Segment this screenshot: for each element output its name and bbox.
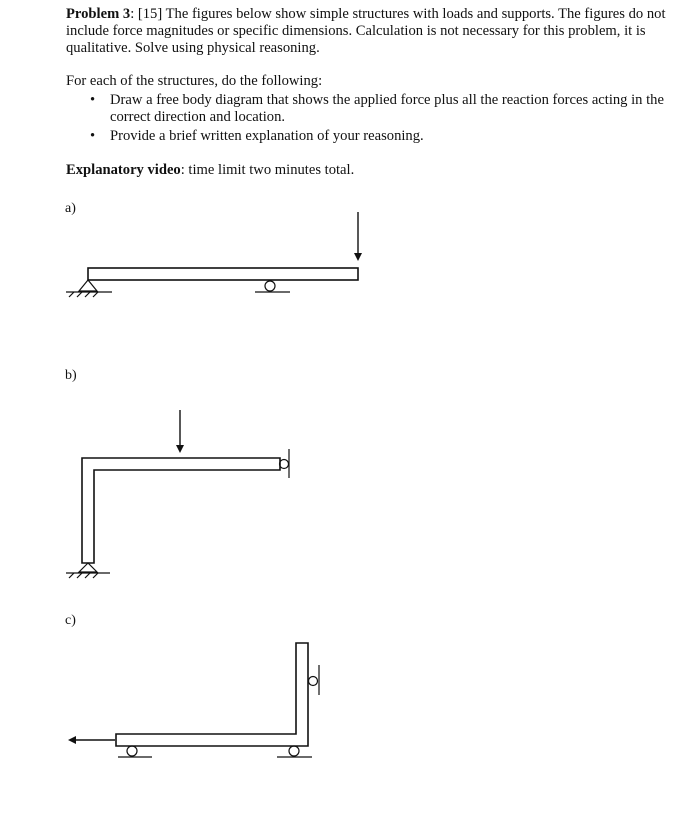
horizontal-beam [88, 268, 358, 280]
bullet-icon: • [90, 128, 96, 144]
roller-support-icon [280, 449, 290, 478]
problem-label: Problem 3 [66, 6, 131, 22]
figure-a-label: a) [65, 201, 76, 216]
instructions-intro: For each of the structures, do the following: [66, 73, 323, 89]
figure-a [66, 212, 358, 297]
explanatory-text: : time limit two minutes total. [180, 162, 355, 178]
figure-c [72, 643, 319, 757]
figure-b [66, 410, 289, 578]
l-frame [82, 458, 280, 563]
problem-points: : [15] [130, 6, 163, 22]
pin-support-icon [66, 280, 112, 297]
bullet-icon: • [90, 92, 96, 108]
bullet-text: Draw a free body diagram that shows the applied force plus all the reaction forces acting in the correct direction and location. [110, 92, 664, 125]
problem-text: The figures below show simple structures with loads and supports. The figures do not include force magnitudes or specific dimensions. Calculation is not necessary for this problem, it is qualitative. Solve using physical reasoning. [66, 6, 666, 56]
l-frame [116, 643, 308, 746]
figure-b-label: b) [65, 368, 77, 383]
roller-support-icon [255, 281, 290, 292]
bullet-text: Provide a brief written explanation of your reasoning. [110, 128, 424, 144]
pin-support-icon [66, 563, 110, 578]
figure-c-label: c) [65, 613, 76, 628]
roller-support-icon [118, 746, 152, 757]
roller-support-icon [277, 746, 312, 757]
roller-support-icon [309, 665, 320, 695]
explanatory-label: Explanatory video [66, 162, 181, 178]
